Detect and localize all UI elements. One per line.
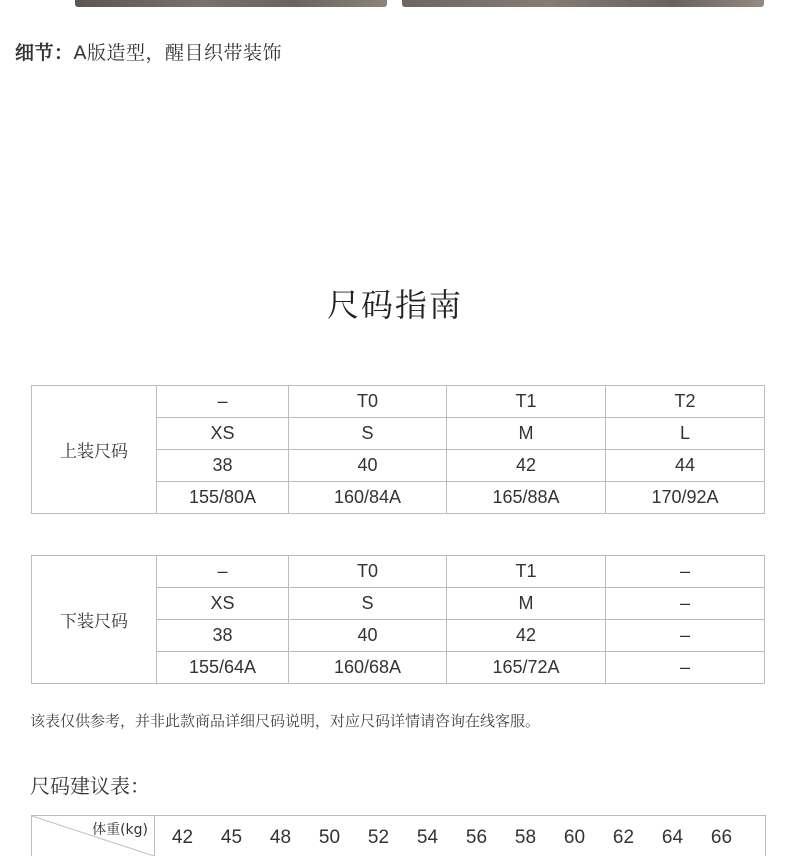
table-cell: T0 bbox=[289, 556, 447, 588]
table-cell: – bbox=[606, 620, 765, 652]
weight-value: 52 bbox=[367, 827, 390, 848]
weight-value: 58 bbox=[514, 827, 537, 848]
size-suggestion-table bbox=[31, 815, 766, 856]
table-cell: 155/80A bbox=[157, 482, 289, 514]
detail-description bbox=[15, 38, 282, 65]
weight-value: 56 bbox=[465, 827, 488, 848]
detail-label: 细节： bbox=[15, 42, 74, 64]
weight-value: 64 bbox=[661, 827, 684, 848]
table-cell: – bbox=[606, 652, 765, 684]
table-cell: M bbox=[447, 588, 606, 620]
table-cell: L bbox=[606, 418, 765, 450]
table-cell: S bbox=[289, 588, 447, 620]
product-photo-right bbox=[402, 0, 764, 7]
table-cell: 44 bbox=[606, 450, 765, 482]
size-guide-title: 尺码指南 bbox=[326, 286, 463, 324]
table-row bbox=[32, 556, 765, 588]
table-cell: – bbox=[606, 588, 765, 620]
product-photo-left bbox=[75, 0, 387, 7]
table-cell: 165/88A bbox=[447, 482, 606, 514]
weight-value: 42 bbox=[171, 827, 194, 848]
table-cell: 38 bbox=[157, 620, 289, 652]
table-cell: 38 bbox=[157, 450, 289, 482]
weight-header-cell bbox=[32, 816, 155, 856]
weight-value: 45 bbox=[220, 827, 243, 848]
table-cell: 165/72A bbox=[447, 652, 606, 684]
bottom-size-category: 下装尺码 bbox=[32, 556, 157, 684]
table-cell: T1 bbox=[447, 386, 606, 418]
weight-value: 50 bbox=[318, 827, 341, 848]
table-row bbox=[32, 386, 765, 418]
table-cell: – bbox=[157, 556, 289, 588]
top-size-category: 上装尺码 bbox=[32, 386, 157, 514]
weight-values-row bbox=[158, 827, 746, 849]
size-disclaimer-note: 该表仅供参考，并非此款商品详细尺码说明，对应尺码详情请咨询在线客服。 bbox=[30, 712, 541, 730]
weight-value: 62 bbox=[612, 827, 635, 848]
top-size-table bbox=[31, 385, 765, 514]
table-cell: 42 bbox=[447, 450, 606, 482]
product-photo-strip bbox=[0, 0, 790, 10]
detail-text: A版造型，醒目织带装饰 bbox=[73, 42, 283, 64]
table-cell: M bbox=[447, 418, 606, 450]
weight-value: 54 bbox=[416, 827, 439, 848]
table-cell: – bbox=[157, 386, 289, 418]
weight-value: 48 bbox=[269, 827, 292, 848]
table-cell: 40 bbox=[289, 620, 447, 652]
table-cell: T1 bbox=[447, 556, 606, 588]
bottom-size-table bbox=[31, 555, 765, 684]
weight-value: 60 bbox=[563, 827, 586, 848]
table-cell: 40 bbox=[289, 450, 447, 482]
weight-value: 66 bbox=[710, 827, 733, 848]
table-cell: S bbox=[289, 418, 447, 450]
table-cell: 160/68A bbox=[289, 652, 447, 684]
table-cell: 155/64A bbox=[157, 652, 289, 684]
table-cell: T2 bbox=[606, 386, 765, 418]
table-cell: 42 bbox=[447, 620, 606, 652]
table-cell: 170/92A bbox=[606, 482, 765, 514]
table-cell: 160/84A bbox=[289, 482, 447, 514]
table-cell: XS bbox=[157, 418, 289, 450]
table-cell: XS bbox=[157, 588, 289, 620]
table-cell: T0 bbox=[289, 386, 447, 418]
table-cell: – bbox=[606, 556, 765, 588]
size-suggestion-title: 尺码建议表： bbox=[30, 774, 150, 798]
weight-label: 体重(kg) bbox=[92, 822, 148, 838]
